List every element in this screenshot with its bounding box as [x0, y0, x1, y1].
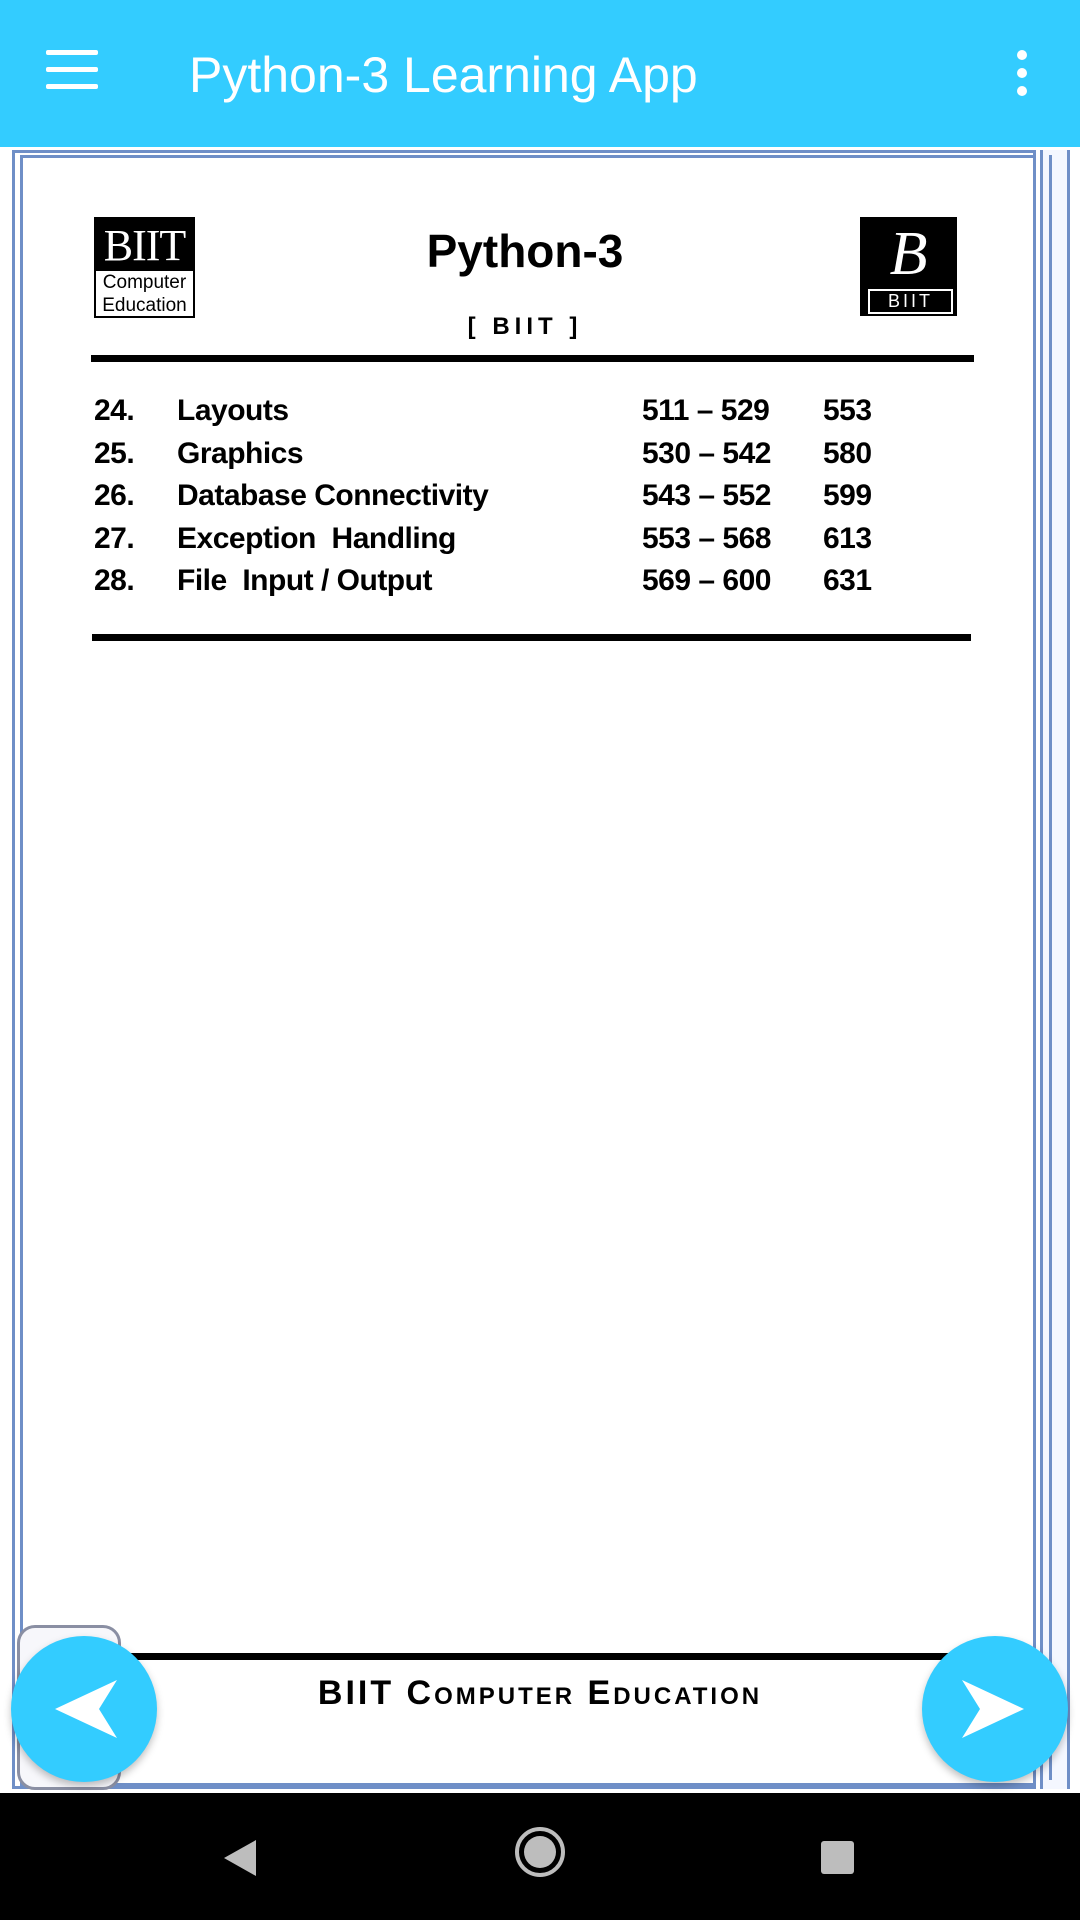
toc-number: 28.: [94, 564, 135, 597]
toc-number: 26.: [94, 479, 135, 512]
footer-divider: [130, 1653, 950, 1660]
app-title: Python-3 Learning App: [189, 47, 698, 103]
toc-page-range: 569 – 600: [642, 564, 771, 597]
divider-top: [91, 355, 974, 362]
app-bar: [0, 0, 1080, 147]
recents-square-icon[interactable]: [821, 1841, 854, 1874]
next-page-edge: [1040, 150, 1070, 1789]
toc-page-number: 613: [823, 521, 872, 555]
arrow-left-icon: [11, 1636, 157, 1782]
home-circle-icon[interactable]: [514, 1826, 566, 1878]
arrow-right-icon: [922, 1636, 1068, 1782]
previous-page-button[interactable]: [11, 1636, 157, 1782]
toc-page-number: 580: [823, 436, 872, 470]
document-title: Python-3: [426, 225, 624, 277]
next-page-button[interactable]: [922, 1636, 1068, 1782]
toc-page-number: 631: [823, 564, 872, 597]
document-subtitle: [ BIIT ]: [467, 313, 583, 340]
toc-title: Layouts: [177, 394, 289, 427]
logo-left-line1: BIIT: [96, 219, 193, 271]
logo-right-monogram: B: [889, 220, 928, 288]
page-footer: BIIT Computer Education: [317, 1674, 763, 1712]
toc-title: Graphics: [177, 436, 304, 470]
toc-page-range: 553 – 568: [642, 521, 771, 555]
back-triangle-icon[interactable]: [222, 1838, 258, 1878]
toc-title: Exception Handling: [177, 521, 456, 555]
toc-title: Database Connectivity: [177, 479, 489, 512]
divider-bottom: [92, 634, 971, 641]
toc-row: [94, 390, 914, 433]
toc-page-number: 599: [823, 479, 872, 512]
toc-number: 27.: [94, 521, 135, 555]
toc-title: File Input / Output: [177, 564, 432, 597]
toc-page-range: 543 – 552: [642, 479, 771, 512]
hamburger-menu-icon[interactable]: [46, 50, 98, 90]
toc-page-number: 553: [823, 394, 872, 427]
toc-number: 24.: [94, 394, 135, 427]
biit-monogram-logo: [860, 217, 957, 316]
more-vertical-icon[interactable]: [1008, 48, 1036, 98]
logo-right-word: BIIT: [868, 289, 953, 314]
toc-row: [94, 433, 914, 476]
toc-row: [94, 560, 914, 603]
logo-left-line3: Education: [102, 295, 187, 316]
toc-page-range: 511 – 529: [642, 394, 770, 427]
toc-row: [94, 475, 914, 518]
logo-left-line2: Computer: [102, 272, 187, 293]
biit-computer-education-logo: [94, 217, 195, 318]
toc-number: 25.: [94, 436, 135, 470]
toc-row: [94, 518, 914, 561]
table-of-contents: [94, 390, 914, 603]
toc-page-range: 530 – 542: [642, 436, 771, 470]
